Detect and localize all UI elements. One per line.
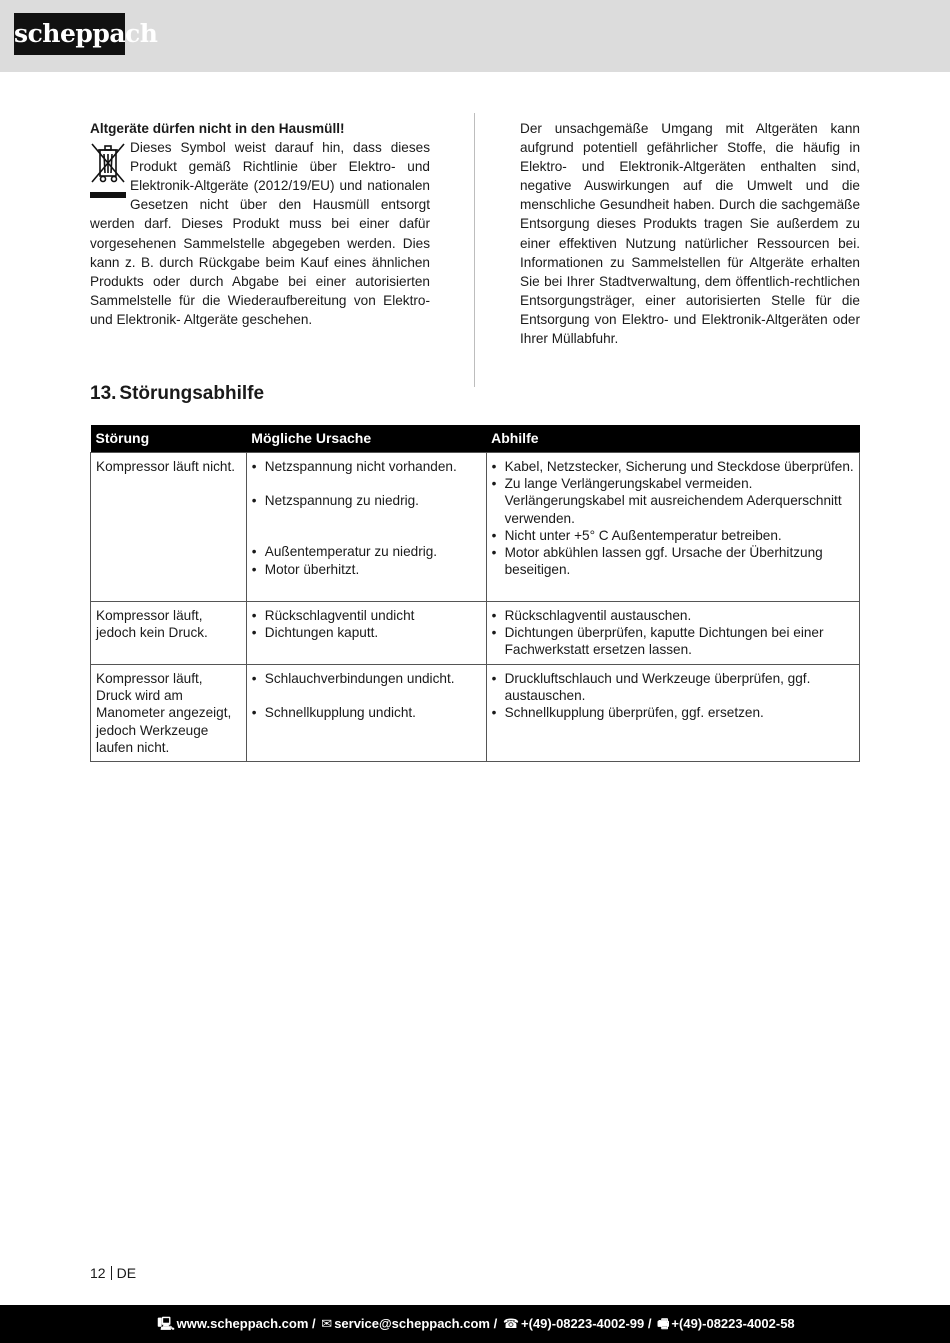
- troubleshooting-table: [90, 425, 860, 762]
- disposal-right-column: [520, 119, 860, 348]
- list-item: • Druckluftschlauch und Werkzeuge überprüfen, ggf. austauschen.: [492, 670, 854, 704]
- fault-cell: Kompressor läuft nicht.: [91, 453, 247, 602]
- list-item: • Schnellkupplung undicht.: [252, 704, 481, 721]
- table-row: [91, 665, 860, 762]
- table-header-row: [91, 425, 860, 453]
- column-divider: [474, 113, 475, 387]
- remedy-cell: [486, 602, 859, 665]
- disposal-right-text: Der unsachgemäße Umgang mit Altgeräten kann aufgrund potentiell gefährlicher Stoffe, die häufig in Elektro- und Elektronik-Altgeräten enthalten sind, negative Auswirkungen auf die Umwelt und die menschliche Gesundheit haben. Durch die sachgemäße Entsorgung dieses Produkts tragen Sie außerdem zu einer effektiven Nutzung natürlicher Ressourcen bei. Informationen zu Sammelstellen für Altgeräte erhalten Sie bei Ihrer Stadtverwaltung, dem öffentlich-rechtlichen Entsorgungsträger, einer autorisierten Stelle für die Entsorgung von Elektro- und Elektronik-Altgeräten oder Ihrer Müllabfuhr.: [520, 121, 860, 347]
- footer-separator: /: [312, 1316, 316, 1331]
- list-item: • Dichtungen überprüfen, kaputte Dichtungen bei einer Fachwerkstatt ersetzen lassen.: [492, 624, 854, 658]
- page-number-value: 12: [90, 1265, 106, 1281]
- fax-icon: 🖷: [657, 1316, 670, 1331]
- disposal-heading: Altgeräte dürfen nicht in den Hausmüll!: [90, 121, 345, 136]
- fault-cell: Kompressor läuft, jedoch kein Druck.: [91, 602, 247, 665]
- phone-icon: ☎: [502, 1316, 520, 1331]
- cause-cell: [246, 665, 486, 762]
- computer-icon: 🖳: [157, 1316, 175, 1331]
- footer-separator: /: [493, 1316, 498, 1331]
- page-language: DE: [116, 1265, 137, 1281]
- list-item: • Motor abkühlen lassen ggf. Ursache der Überhitzung beseitigen.: [492, 544, 854, 578]
- list-item: • Nicht unter +5° C Außentemperatur betreiben.: [492, 527, 854, 544]
- page-header: [0, 0, 950, 72]
- footer-phone: +(49)-08223-4002-99: [521, 1316, 645, 1331]
- table-row: [91, 602, 860, 665]
- cause-cell: [246, 453, 486, 602]
- disposal-left-text: Dieses Symbol weist darauf hin, dass dieses Produkt gemäß Richtlinie über Elektro- und Elektronik-Altgeräte (2012/19/EU) und nationalen Gesetzen nicht über den Hausmüll entsorgt werden darf. Dieses Produkt muss bei einer dafür vorgesehenen Sammelstelle abgegeben werden. Dies kann z. B. durch Rückgabe beim Kauf eines ähnlichen Produkts oder durch Abgabe bei einer autorisierten Sammelstelle für die Wiederaufbereitung von Elektro- und Elektronik- Altgeräte geschehen.: [90, 140, 430, 327]
- cause-cell: [246, 602, 486, 665]
- list-item: • Außentemperatur zu niedrig.: [252, 543, 481, 560]
- section-number: 13.: [90, 383, 117, 404]
- list-item: • Schnellkupplung überprüfen, ggf. ersetzen.: [492, 704, 854, 721]
- list-item: • Netzspannung zu niedrig.: [252, 492, 481, 509]
- page-number: [90, 1265, 136, 1281]
- email-icon: ✉: [321, 1316, 333, 1331]
- section-title-text: Störungsabhilfe: [119, 383, 265, 404]
- footer-separator: /: [647, 1316, 652, 1331]
- list-item: • Motor überhitzt.: [252, 561, 481, 578]
- list-item: • Schlauchverbindungen undicht.: [252, 670, 481, 687]
- remedy-cell: [486, 665, 859, 762]
- page-number-separator: [111, 1266, 112, 1280]
- fault-cell: Kompressor läuft, Druck wird am Manometer angezeigt, jedoch Werkzeuge laufen nicht.: [91, 665, 247, 762]
- footer-website[interactable]: www.scheppach.com: [176, 1316, 309, 1331]
- remedy-cell: [486, 453, 859, 602]
- column-header-cause: Mögliche Ursache: [246, 425, 486, 453]
- disposal-left-column: [90, 119, 430, 329]
- footer-email[interactable]: service@scheppach.com: [334, 1316, 490, 1331]
- list-item: • Dichtungen kaputt.: [252, 624, 481, 641]
- list-item: • Kabel, Netzstecker, Sicherung und Steckdose überprüfen.: [492, 458, 854, 475]
- page-footer: [0, 1305, 950, 1343]
- footer-fax: +(49)-08223-4002-58: [671, 1316, 795, 1331]
- list-item: • Netzspannung nicht vorhanden.: [252, 458, 481, 475]
- column-header-fault: Störung: [91, 425, 247, 453]
- list-item: • Rückschlagventil austauschen.: [492, 607, 854, 624]
- column-header-remedy: Abhilfe: [486, 425, 859, 453]
- scheppach-logo: scheppach: [14, 13, 125, 55]
- crossed-out-wheelie-bin-icon: [90, 140, 126, 202]
- list-item: • Rückschlagventil undicht: [252, 607, 481, 624]
- list-item: • Zu lange Verlängerungskabel vermeiden. Verlängerungskabel mit ausreichendem Aderquerschnitt verwenden.: [492, 475, 854, 527]
- section-title: [90, 383, 264, 405]
- table-row: [91, 453, 860, 602]
